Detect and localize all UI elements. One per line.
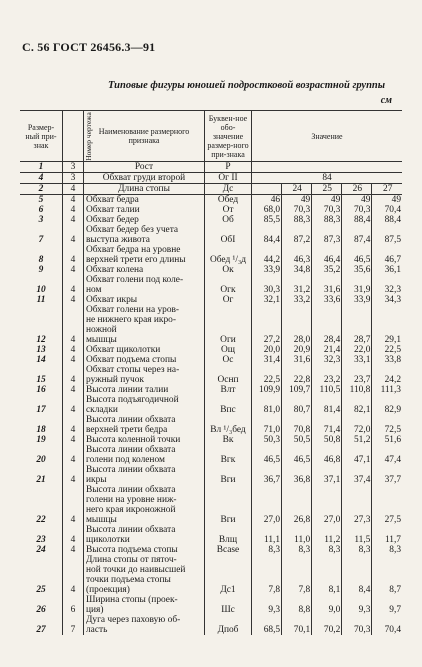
dim-value: 50,8 [312, 435, 342, 445]
table-row [20, 395, 402, 415]
dim-name-line: щиколотки [86, 535, 130, 545]
dim-value: 49 [391, 195, 401, 205]
dim-name [84, 545, 205, 555]
dim-value: 11,0 [282, 525, 312, 545]
dim-value: 80,7 [282, 395, 312, 415]
dim-value: 72,0 [342, 415, 372, 435]
dim-value: 11,2 [312, 525, 342, 545]
dim-number: 8 [20, 245, 63, 265]
dim-value: 70,3 [342, 205, 372, 215]
dim-value: 81,0 [252, 395, 282, 415]
dim-value: 110,5 [312, 385, 342, 395]
dim-number: 10 [20, 275, 63, 295]
table-row [20, 415, 402, 435]
dim-number: 20 [20, 445, 63, 465]
dim-value: 8,3 [389, 545, 401, 555]
dim-name-line: Ширина стопы (проек- [86, 595, 178, 605]
dim-name [84, 345, 205, 355]
dim-name [84, 365, 205, 385]
table-row [20, 215, 402, 225]
dim-name-line: ножной [86, 325, 117, 335]
table-row [20, 595, 402, 615]
dim-value: 68,5 [252, 615, 282, 635]
col-name: Наименование размерного признака [84, 111, 205, 162]
dim-number: 27 [20, 615, 63, 635]
dim-value: 31,9 [342, 275, 372, 295]
dim-value: 9,3 [342, 595, 372, 615]
dim-number: 15 [20, 365, 63, 385]
dim-value: 33,9 [342, 295, 372, 305]
dim-value: 20,9 [282, 345, 312, 355]
dim-name-line: Высота линии талии [86, 385, 169, 395]
unit-label: см [380, 95, 392, 106]
dim-value: 51,2 [342, 435, 372, 445]
dim-value: 82,9 [384, 405, 401, 415]
dim-name-line: Высота линии обхвата [86, 415, 176, 425]
dim-value: 87,3 [312, 225, 342, 245]
dim-value: 11,1 [252, 525, 282, 545]
dim-value: 81,4 [312, 395, 342, 415]
dim-value: 88,3 [312, 215, 342, 225]
drawing-number: 4 [63, 295, 84, 305]
dim-name-line: Высота подъягодичной [86, 395, 179, 405]
dim-number: 24 [20, 545, 63, 555]
dim-number: 21 [20, 465, 63, 485]
dim-value: 22,8 [282, 365, 312, 385]
table-row [20, 265, 402, 275]
dim-name [84, 225, 205, 245]
dim-value: 8,4 [342, 555, 372, 595]
drawing-number: 4 [63, 195, 84, 206]
dim-number: 12 [20, 305, 63, 345]
dim-number: 11 [20, 295, 63, 305]
dim-name [84, 435, 205, 445]
dim-value: 9,7 [389, 605, 401, 615]
dim-value: 110,8 [342, 385, 372, 395]
dim-number: 13 [20, 345, 63, 355]
drawing-number: 4 [63, 275, 84, 295]
dim-name-line: ласть [86, 625, 108, 635]
dim-number: 6 [20, 205, 63, 215]
dim-value: 23,7 [342, 365, 372, 385]
dim-value: 49 [342, 195, 372, 206]
dim-name-line: икры [86, 475, 107, 485]
drawing-number: 4 [63, 555, 84, 595]
dim-value: 87,4 [342, 225, 372, 245]
dim-symbol: Ок [205, 265, 252, 275]
drawing-number: 4 [63, 415, 84, 435]
dim-value: 28,7 [342, 305, 372, 345]
table-row [20, 485, 402, 525]
dim-value: 37,1 [312, 465, 342, 485]
dim-number: 14 [20, 355, 63, 365]
dim-name-line: Высота линии обхвата [86, 445, 176, 455]
dim-name-line: (проекция) [86, 585, 130, 595]
dim-value: 33,2 [282, 295, 312, 305]
dim-value: 22,5 [384, 345, 401, 355]
dim-name-line: Обхват колена [86, 265, 144, 275]
dim-value: 31,6 [312, 275, 342, 295]
dim-symbol: От [205, 205, 252, 215]
dim-name [84, 415, 205, 435]
dim-value: 7,8 [252, 555, 282, 595]
dim-value: 8,7 [389, 585, 401, 595]
dim-value: 8,3 [312, 545, 342, 555]
dim-value: 70,4 [384, 625, 401, 635]
dim-number: 25 [20, 555, 63, 595]
dim-symbol: Ощ [205, 345, 252, 355]
dim-symbol: Влт [205, 385, 252, 395]
dim-name-line: Высота коленной точки [86, 435, 181, 445]
dim-value: 46 [252, 195, 282, 206]
dim-value: 26,8 [282, 485, 312, 525]
dim-name-line: Обхват бедра на уровне [86, 245, 181, 255]
dim-value: 46,5 [252, 445, 282, 465]
dim-symbol: Оги [205, 305, 252, 345]
dim-value: 71,0 [252, 415, 282, 435]
dim-value: 32,3 [312, 355, 342, 365]
dim-value: 37,7 [384, 475, 401, 485]
dim-symbol: Дпоб [205, 615, 252, 635]
dim-name-line: ном [86, 285, 102, 295]
dim-name [84, 295, 205, 305]
dim-name-line: голени на уровне ниж- [86, 495, 177, 505]
dim-name-line: ция) [86, 605, 104, 615]
table-row-chest-girth: 4 3 Обхват груди второй Ог II 84 [20, 173, 402, 184]
dim-value: 88,4 [384, 215, 401, 225]
dim-symbol: Шс [205, 595, 252, 615]
dim-name-line: Обхват бедра [86, 195, 139, 205]
dim-name-line: Высота подъема стопы [86, 545, 178, 555]
dim-symbol: Впс [205, 395, 252, 415]
dim-value: 8,1 [312, 555, 342, 595]
drawing-number: 4 [63, 205, 84, 215]
table-row [20, 525, 402, 545]
dim-value: 24,2 [384, 375, 401, 385]
table-row [20, 545, 402, 555]
dim-value: 49 [312, 195, 342, 206]
col-value: Значение [252, 111, 403, 162]
dim-value: 27,0 [252, 485, 282, 525]
drawing-number: 6 [63, 595, 84, 615]
dim-value: 33,6 [312, 295, 342, 305]
dim-number: 9 [20, 265, 63, 275]
dim-name [84, 275, 205, 295]
dim-value: 70,2 [312, 615, 342, 635]
dim-name-line: Высота линии обхвата [86, 525, 176, 535]
dim-name-line: него края икроножной [86, 505, 176, 515]
dim-value: 33,8 [384, 355, 401, 365]
dim-value: 35,2 [312, 265, 342, 275]
dim-value: 36,7 [252, 465, 282, 485]
dim-symbol: Вcase [205, 545, 252, 555]
dim-name [84, 245, 205, 265]
dim-value: 82,1 [342, 395, 372, 415]
dim-number: 23 [20, 525, 63, 545]
drawing-number: 7 [63, 615, 84, 635]
dim-name-line: ной точки до наивысшей [86, 565, 186, 575]
dim-value: 68,0 [252, 205, 282, 215]
dim-number: 7 [20, 225, 63, 245]
dim-name-line: Обхват стопы через на- [86, 365, 180, 375]
dim-symbol: Обед ¹/₃д [205, 245, 252, 265]
table-row [20, 305, 402, 345]
dim-name-line: верхней трети его длины [86, 255, 186, 265]
dim-value: 88,4 [342, 215, 372, 225]
drawing-number: 4 [63, 435, 84, 445]
drawing-number: 4 [63, 545, 84, 555]
measurements-table [20, 110, 402, 635]
table-row [20, 205, 402, 215]
dim-value: 9,3 [252, 595, 282, 615]
dim-value: 50,3 [252, 435, 282, 445]
drawing-number: 4 [63, 305, 84, 345]
dim-value: 34,3 [384, 295, 401, 305]
dim-name [84, 195, 205, 206]
dim-value: 49 [282, 195, 312, 206]
table-row-foot-length: 2 4 Длина стопы Дс 24 25 26 27 [20, 184, 402, 195]
dim-value: 72,5 [384, 425, 401, 435]
dim-name-line: выступа живота [86, 235, 150, 245]
dim-number: 26 [20, 595, 63, 615]
dim-symbol: Дс1 [205, 555, 252, 595]
dim-value: 87,2 [282, 225, 312, 245]
table-row [20, 435, 402, 445]
dim-name [84, 215, 205, 225]
drawing-number: 4 [63, 395, 84, 415]
dim-name [84, 465, 205, 485]
table-row [20, 275, 402, 295]
dim-number: 16 [20, 385, 63, 395]
dim-name-line: Длина стопы от пяточ- [86, 555, 177, 565]
col-draw-no: Номер чертежа [63, 111, 84, 162]
dim-number: 5 [20, 195, 63, 206]
dim-name [84, 595, 205, 615]
dim-value: 111,3 [380, 385, 401, 395]
dim-symbol: Вк [205, 435, 252, 445]
dim-name-line: ружный пучок [86, 375, 144, 385]
dim-name-line: Обхват икры [86, 295, 138, 305]
dim-symbol: Влщ [205, 525, 252, 545]
table-row [20, 225, 402, 245]
dim-symbol: Обед [205, 195, 252, 206]
dim-value: 70,3 [312, 205, 342, 215]
table-row [20, 465, 402, 485]
dim-value: 8,3 [282, 545, 312, 555]
col-symbol: Буквен-ное обо-значение размер-ного при-знака [205, 111, 252, 162]
dim-value: 47,1 [342, 445, 372, 465]
drawing-number: 4 [63, 265, 84, 275]
dim-name [84, 525, 205, 545]
dim-value: 47,4 [384, 455, 401, 465]
dim-value: 70,3 [282, 205, 312, 215]
dim-value: 33,1 [342, 355, 372, 365]
drawing-number: 4 [63, 385, 84, 395]
dim-value: 85,5 [252, 215, 282, 225]
col-dim-no: Размер-ный при-знак [20, 111, 63, 162]
dim-value: 8,3 [342, 545, 372, 555]
dim-value: 31,2 [282, 275, 312, 295]
dim-value: 31,6 [282, 355, 312, 365]
dim-value: 23,2 [312, 365, 342, 385]
dim-value: 70,8 [282, 415, 312, 435]
dim-name-line: складки [86, 405, 118, 415]
dim-symbol: Ос [205, 355, 252, 365]
dim-name [84, 265, 205, 275]
table-row [20, 345, 402, 355]
table-row [20, 355, 402, 365]
dim-value: 7,8 [282, 555, 312, 595]
drawing-number: 4 [63, 245, 84, 265]
dim-name-line: точки подъема стопы [86, 575, 171, 585]
dim-number: 3 [20, 215, 63, 225]
table-row [20, 385, 402, 395]
dim-value: 21,4 [312, 345, 342, 355]
table-row-height: 1 3 Рост Р [20, 162, 402, 173]
table-title: Типовые фигуры юношей подростковой возрастной группы [108, 80, 386, 91]
dim-name-line: Дуга через паховую об- [86, 615, 181, 625]
dim-value: 11,7 [384, 535, 401, 545]
drawing-number: 4 [63, 525, 84, 545]
dim-value: 84,4 [252, 225, 282, 245]
dim-value: 44,2 [252, 245, 282, 265]
dim-value: 35,6 [342, 265, 372, 275]
table-row [20, 245, 402, 265]
dim-value: 32,1 [252, 295, 282, 305]
dim-value: 46,5 [342, 245, 372, 265]
dim-name [84, 385, 205, 395]
dim-symbol: Вл ¹/₃бед [205, 415, 252, 435]
page-header: С. 56 ГОСТ 26456.3—91 [22, 40, 156, 54]
dim-value: 36,1 [384, 265, 401, 275]
dim-value: 22,5 [252, 365, 282, 385]
dim-value: 88,3 [282, 215, 312, 225]
dim-value: 8,8 [282, 595, 312, 615]
dim-symbol: Вги [205, 465, 252, 485]
dim-value: 70,4 [384, 205, 401, 215]
dim-value: 87,5 [384, 235, 401, 245]
dim-value: 70,1 [282, 615, 312, 635]
dim-value: 27,0 [312, 485, 342, 525]
dim-number: 17 [20, 395, 63, 415]
dim-name-line: голени под коленом [86, 455, 165, 465]
drawing-number: 4 [63, 215, 84, 225]
drawing-number: 4 [63, 345, 84, 355]
dim-name [84, 445, 205, 465]
dim-name-line: мышцы [86, 515, 117, 525]
dim-value: 34,8 [282, 265, 312, 275]
dim-value: 20,0 [252, 345, 282, 355]
dim-name [84, 395, 205, 415]
dim-symbol: Об [205, 215, 252, 225]
dim-number: 18 [20, 415, 63, 435]
dim-value: 46,4 [312, 245, 342, 265]
table-body [20, 162, 402, 636]
dim-name-line: Обхват талии [86, 205, 140, 215]
dim-name [84, 305, 205, 345]
dim-value: 27,2 [252, 305, 282, 345]
dim-value: 46,5 [282, 445, 312, 465]
dim-symbol: ОбI [205, 225, 252, 245]
dim-name-line: Высота линии обхвата [86, 465, 176, 475]
dim-name [84, 615, 205, 635]
dim-name-line: мышцы [86, 335, 117, 345]
table-row [20, 615, 402, 635]
dim-value: 36,8 [282, 465, 312, 485]
dim-name-line: Обхват щиколотки [86, 345, 161, 355]
dim-name [84, 485, 205, 525]
dim-symbol: Оснп [205, 365, 252, 385]
dim-value: 37,4 [342, 465, 372, 485]
table-row [20, 295, 402, 305]
dim-name-line: Обхват бедер без учета [86, 225, 179, 235]
dim-value: 30,3 [252, 275, 282, 295]
table-row [20, 445, 402, 465]
dim-value: 28,0 [282, 305, 312, 345]
table-row [20, 555, 402, 595]
dim-value: 109,7 [282, 385, 312, 395]
dim-value: 51,6 [384, 435, 401, 445]
dim-value: 29,1 [384, 335, 401, 345]
dim-value: 11,5 [342, 525, 372, 545]
dim-name-line: Обхват бедер [86, 215, 139, 225]
dim-number: 22 [20, 485, 63, 525]
drawing-number: 4 [63, 445, 84, 465]
dim-symbol: Огк [205, 275, 252, 295]
dim-value: 27,3 [342, 485, 372, 525]
dim-name [84, 205, 205, 215]
drawing-number: 4 [63, 355, 84, 365]
drawing-number: 4 [63, 465, 84, 485]
dim-name [84, 555, 205, 595]
dim-value: 22,0 [342, 345, 372, 355]
dim-symbol: Вги [205, 485, 252, 525]
table-row [20, 195, 402, 206]
dim-value: 32,3 [384, 285, 401, 295]
dim-symbol: Вгк [205, 445, 252, 465]
dim-value: 8,3 [252, 545, 282, 555]
dim-value: 46,7 [384, 255, 401, 265]
dim-name-line: Обхват голени под коле- [86, 275, 184, 285]
dim-number: 19 [20, 435, 63, 445]
dim-name-line: не нижнего края икро- [86, 315, 176, 325]
dim-value: 28,4 [312, 305, 342, 345]
dim-value: 27,5 [384, 515, 401, 525]
dim-value: 9,0 [312, 595, 342, 615]
dim-name-line: Обхват голени на уров- [86, 305, 180, 315]
table-row [20, 365, 402, 385]
dim-value: 46,8 [312, 445, 342, 465]
drawing-number: 4 [63, 365, 84, 385]
dim-value: 33,9 [252, 265, 282, 275]
dim-symbol: Ог [205, 295, 252, 305]
dim-value: 70,3 [342, 615, 372, 635]
dim-name [84, 355, 205, 365]
dim-name-line: Обхват подъема стопы [86, 355, 177, 365]
dim-value: 31,4 [252, 355, 282, 365]
dim-name-line: Высота линии обхвата [86, 485, 176, 495]
dim-value: 50,5 [282, 435, 312, 445]
dim-value: 46,3 [282, 245, 312, 265]
dim-value: 109,9 [252, 385, 282, 395]
drawing-number: 4 [63, 485, 84, 525]
drawing-number: 4 [63, 225, 84, 245]
dim-value: 71,4 [312, 415, 342, 435]
dim-name-line: верхней трети бедра [86, 425, 168, 435]
